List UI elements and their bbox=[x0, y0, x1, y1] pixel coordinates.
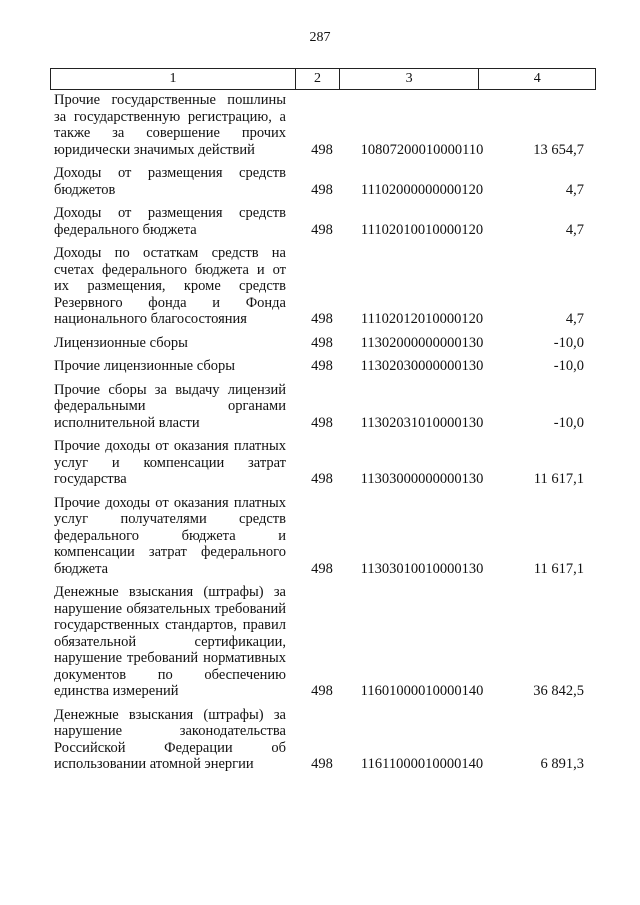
row-budget-code: 11102010010000120 bbox=[360, 221, 484, 238]
table-row bbox=[50, 92, 596, 158]
row-budget-code: 11611000010000140 bbox=[360, 756, 484, 772]
row-name: Денежные взыскания (штрафы) за нарушение законодательства Российской Федерации об использовании атомной энергии bbox=[54, 706, 286, 772]
table-row bbox=[50, 245, 596, 328]
row-admin-code: 498 bbox=[311, 683, 333, 699]
row-name: Лицензионные сборы bbox=[54, 334, 188, 351]
row-name: Прочие сборы за выдачу лицензий федеральными органами исполнительной власти bbox=[54, 381, 286, 431]
row-name: Доходы по остаткам средств на счетах федерального бюджета и от их размещения, кроме средств Резервного фонда и Фонда национального благосостояния bbox=[54, 245, 286, 327]
row-admin-code: 498 bbox=[311, 560, 333, 577]
row-name: Прочие лицензионные сборы bbox=[54, 358, 235, 374]
row-budget-code: 11601000010000140 bbox=[360, 683, 484, 699]
row-name: Прочие государственные пошлины за государственную регистрацию, а также за совершение прочих юридически значимых действий bbox=[54, 92, 286, 158]
row-admin-code: 498 bbox=[311, 414, 333, 431]
table-row bbox=[50, 358, 596, 375]
header-col-1: 1 bbox=[51, 69, 296, 89]
row-budget-code: 11303010010000130 bbox=[360, 560, 484, 577]
page-number: 287 bbox=[309, 30, 331, 45]
row-admin-code: 498 bbox=[311, 358, 333, 374]
row-amount: -10,0 bbox=[553, 358, 584, 374]
row-amount: 11 617,1 bbox=[533, 560, 584, 577]
table-row bbox=[50, 707, 596, 773]
row-name: Прочие доходы от оказания платных услуг и компенсации затрат государства bbox=[54, 438, 286, 487]
row-admin-code: 498 bbox=[311, 141, 333, 158]
row-budget-code: 11303000000000130 bbox=[360, 471, 484, 487]
row-amount: 13 654,7 bbox=[533, 141, 584, 158]
header-col-2: 2 bbox=[296, 69, 340, 89]
row-admin-code: 498 bbox=[311, 334, 333, 351]
table-header bbox=[50, 68, 596, 90]
row-admin-code: 498 bbox=[311, 221, 333, 238]
row-amount: 4,7 bbox=[565, 311, 584, 327]
row-amount: 4,7 bbox=[565, 181, 584, 198]
row-budget-code: 11302030000000130 bbox=[360, 358, 484, 374]
row-name: Доходы от размещения средств бюджетов bbox=[54, 165, 286, 198]
table-body bbox=[50, 92, 596, 780]
header-col-4: 4 bbox=[533, 71, 541, 86]
table-row bbox=[50, 382, 596, 432]
row-amount: -10,0 bbox=[553, 414, 584, 431]
row-budget-code: 11102012010000120 bbox=[360, 311, 484, 327]
table-row bbox=[50, 165, 596, 198]
row-name: Денежные взыскания (штрафы) за нарушение обязательных требований государственных стандартов, правил обязательной сертификации, нарушение требований нормативных документов по обеспечению единства измерений bbox=[54, 584, 286, 699]
row-name: Доходы от размещения средств федерального бюджета bbox=[54, 205, 286, 238]
row-amount: 36 842,5 bbox=[533, 683, 584, 699]
table-row bbox=[50, 584, 596, 700]
row-amount: 6 891,3 bbox=[540, 756, 584, 772]
table-row bbox=[50, 495, 596, 578]
row-budget-code: 10807200010000110 bbox=[360, 141, 484, 158]
table-row bbox=[50, 205, 596, 238]
row-budget-code: 11302000000000130 bbox=[360, 334, 484, 351]
row-budget-code: 11102000000000120 bbox=[360, 181, 484, 198]
header-col-3: 3 bbox=[340, 69, 479, 89]
row-admin-code: 498 bbox=[311, 181, 333, 198]
row-name: Прочие доходы от оказания платных услуг получателями средств федерального бюджета и компенсации затрат федерального бюджета bbox=[54, 494, 286, 577]
row-amount: -10,0 bbox=[553, 334, 584, 351]
row-admin-code: 498 bbox=[311, 471, 333, 487]
row-admin-code: 498 bbox=[311, 756, 333, 772]
row-budget-code: 11302031010000130 bbox=[360, 414, 484, 431]
row-admin-code: 498 bbox=[311, 311, 333, 327]
row-amount: 11 617,1 bbox=[533, 471, 584, 487]
row-amount: 4,7 bbox=[565, 221, 584, 238]
table-row bbox=[50, 438, 596, 488]
table-row bbox=[50, 335, 596, 352]
